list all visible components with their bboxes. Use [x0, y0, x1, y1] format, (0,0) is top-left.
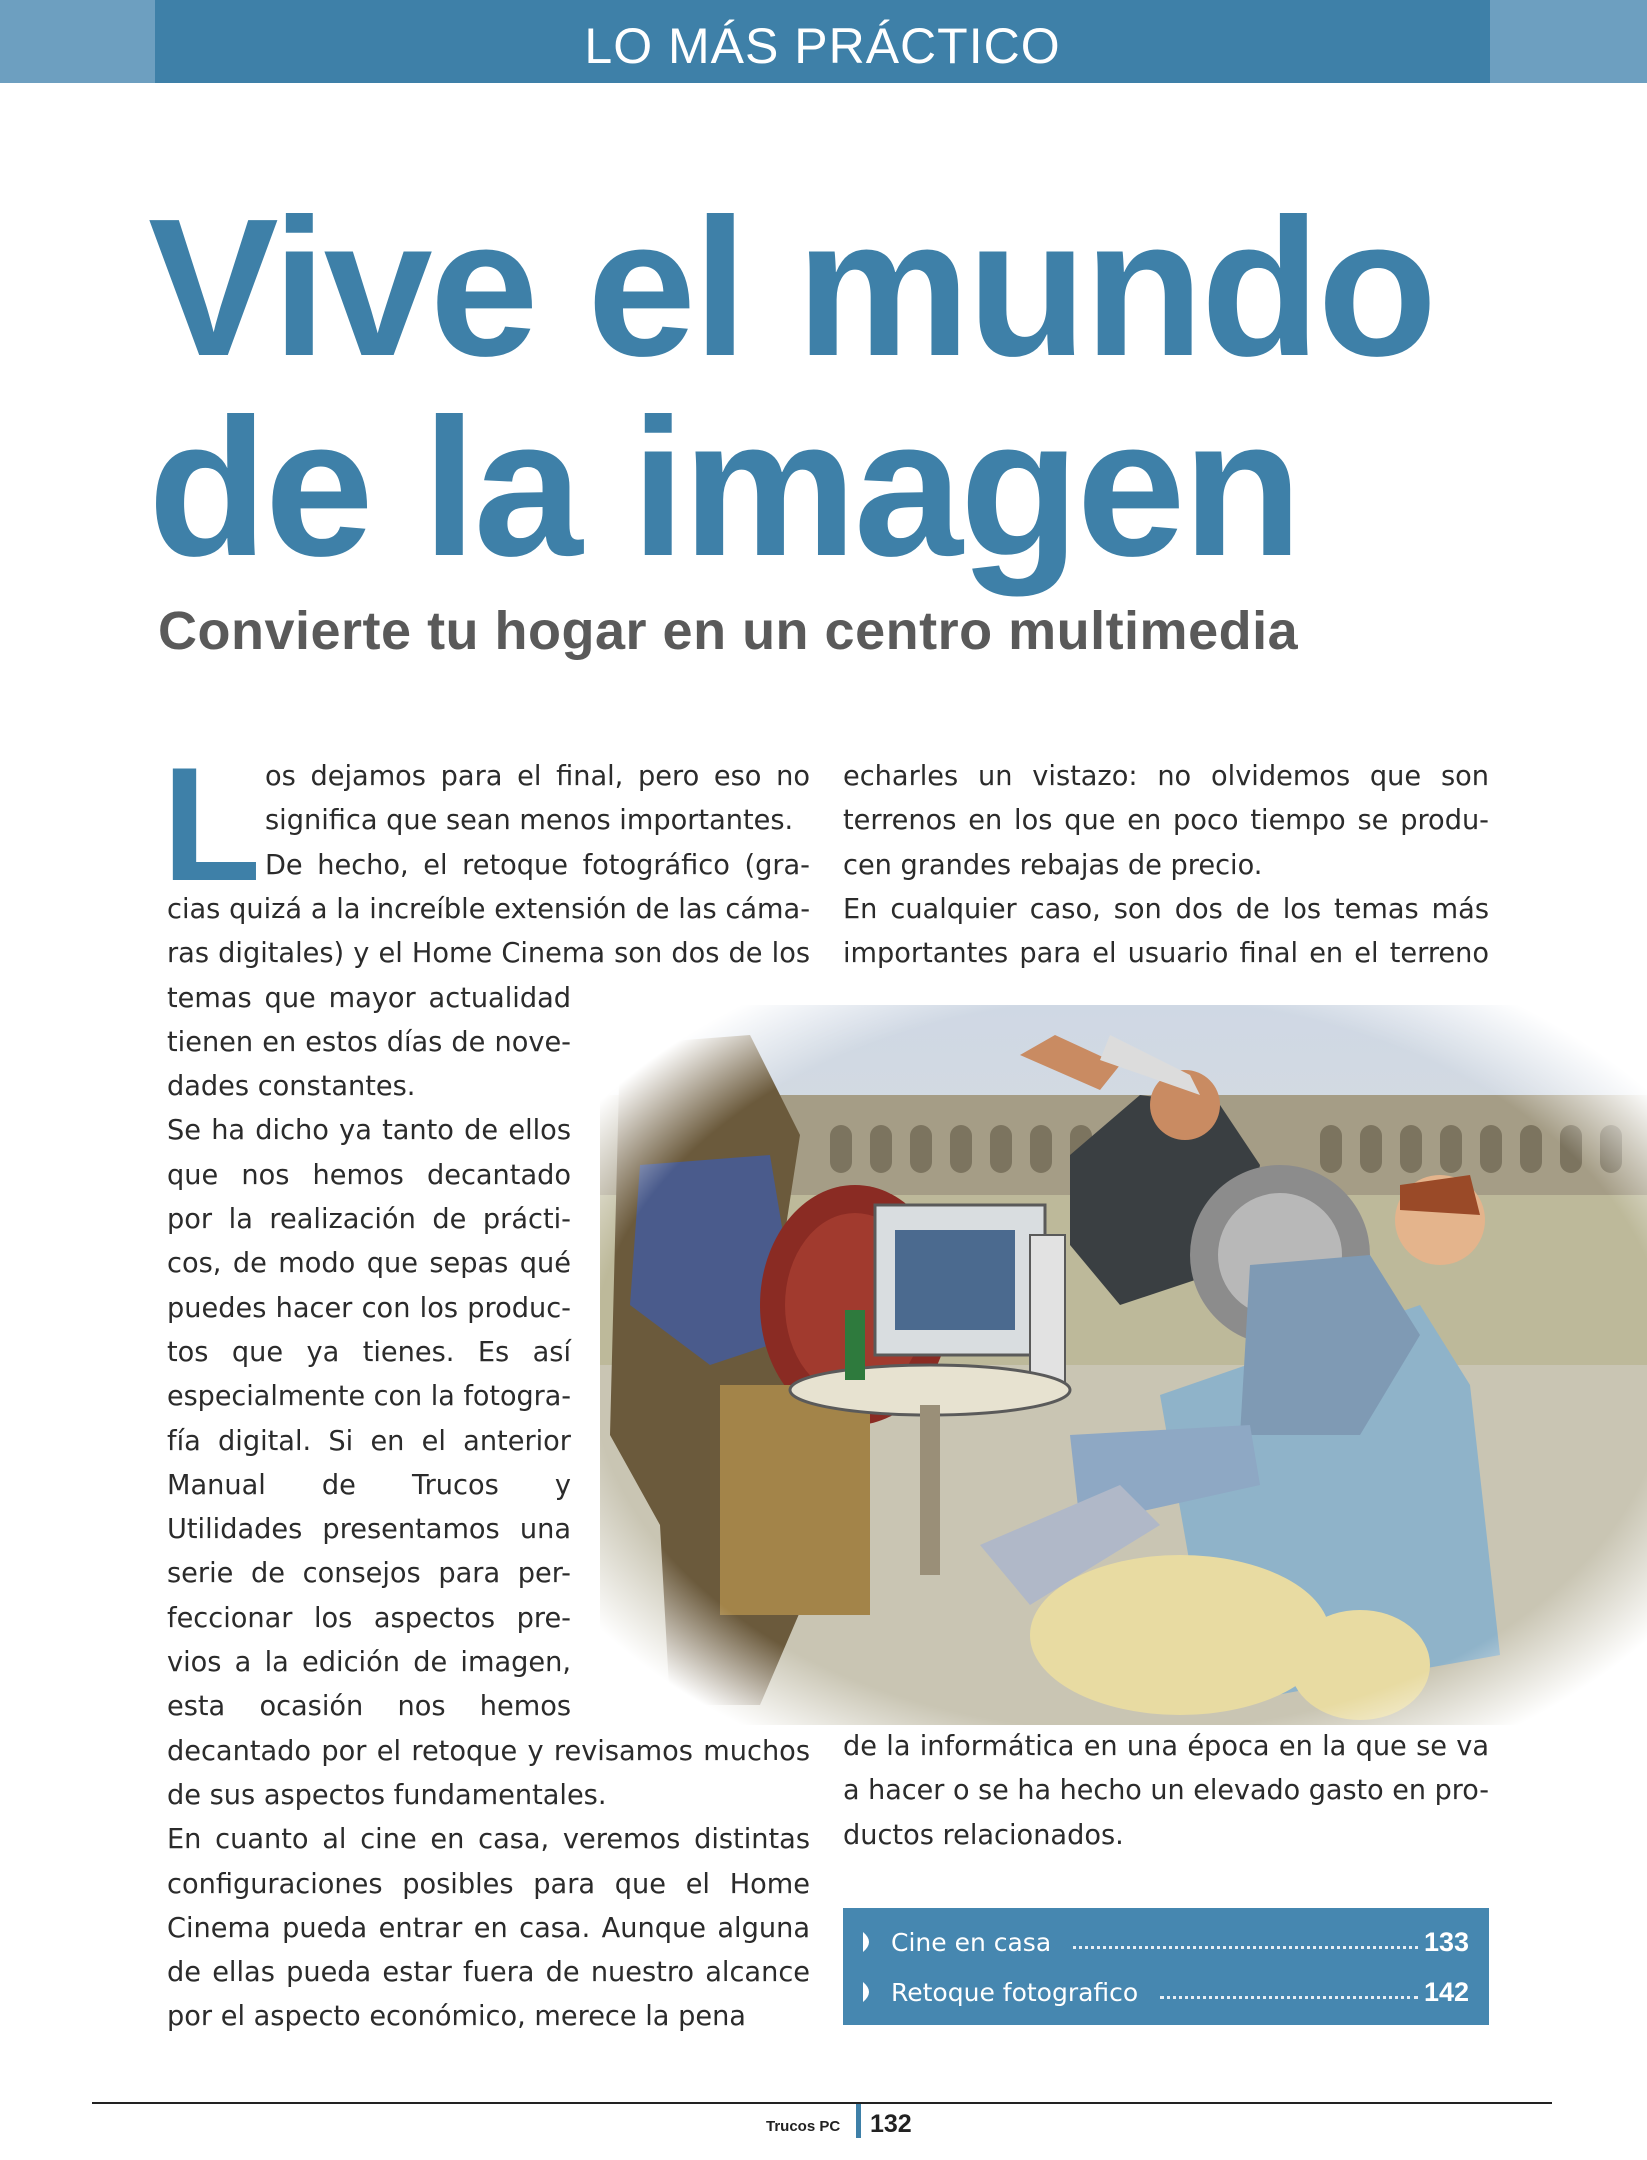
- body-text-line: [265, 844, 810, 888]
- body-text-line: [167, 1154, 571, 1198]
- body-text-line: [167, 1242, 571, 1286]
- body-text: temas que mayor actualidad: [167, 982, 571, 1014]
- toc-item[interactable]: [863, 1972, 1469, 2012]
- body-text-line: [167, 932, 810, 976]
- body-text-line: [167, 1907, 810, 1951]
- body-text-line: [167, 1685, 571, 1729]
- body-text: por el aspecto económico, merece la pena: [167, 2001, 746, 2033]
- body-text-line: [167, 1597, 571, 1641]
- body-text-line: [843, 1769, 1489, 1813]
- banner-left-block: [0, 0, 155, 83]
- body-text-line: [167, 1109, 571, 1153]
- body-text: Cinema pueda entrar en casa. Aunque alguna: [167, 1912, 810, 1944]
- toc-item-label: Cine en casa: [891, 1927, 1052, 1957]
- body-text: importantes para el usuario final en el terreno: [843, 938, 1489, 970]
- body-text-line: [167, 1198, 571, 1242]
- toc-item-page: 133: [1423, 1926, 1469, 1957]
- body-text: que nos hemos decantado: [167, 1159, 571, 1191]
- body-text: significa que sean menos importantes.: [265, 805, 794, 837]
- body-text-line: [167, 1065, 571, 1109]
- body-text: dades constantes.: [167, 1071, 416, 1103]
- body-text: vios a la edición de imagen,: [167, 1647, 571, 1678]
- body-text: tienen en estos días de nove-: [167, 1026, 571, 1058]
- body-text-line: [265, 799, 810, 843]
- body-text: De hecho, el retoque fotográfico (gra-: [265, 849, 810, 881]
- drop-cap: L: [162, 734, 261, 915]
- body-text: especialmente con la fotogra-: [167, 1381, 571, 1413]
- body-text-line: [167, 1730, 810, 1774]
- body-text-line: [167, 1552, 571, 1596]
- body-text-line: [167, 1995, 810, 2039]
- title-line-2: de la imagen: [148, 378, 1300, 597]
- footer-rule: [92, 2102, 1552, 2104]
- toc-item-label: Retoque fotografico: [891, 1977, 1139, 2007]
- body-text: puedes hacer con los produc-: [167, 1292, 571, 1324]
- body-text-line: [843, 1814, 1489, 1858]
- body-text: a hacer o se ha hecho un elevado gasto en pro-: [843, 1775, 1489, 1807]
- body-text-line: [167, 1420, 571, 1464]
- body-text: cias quizá a la increíble extensión de las cáma-: [167, 893, 810, 925]
- bullet-arrow-icon: [863, 1932, 875, 1952]
- body-text-line: [167, 1863, 810, 1907]
- body-text: serie de consejos para per-: [167, 1558, 571, 1590]
- footer-page-number: 132: [870, 2110, 912, 2138]
- body-text-line: [167, 977, 571, 1021]
- body-text-line: [843, 755, 1489, 799]
- body-text: configuraciones posibles para que el Home: [167, 1868, 810, 1900]
- body-text: os dejamos para el final, pero eso no: [265, 761, 810, 792]
- footer-magazine-name: Trucos PC: [766, 2118, 841, 2135]
- body-text-line: [167, 1774, 810, 1818]
- body-text-line: [167, 1508, 571, 1552]
- body-text-line: [843, 932, 1489, 976]
- body-text: En cuanto al cine en casa, veremos distintas: [167, 1824, 810, 1856]
- body-text-line: [167, 1287, 571, 1331]
- body-text-line: [167, 1464, 571, 1508]
- body-text: de la informática en una época en la que se va: [843, 1731, 1489, 1762]
- body-text: terrenos en los que en poco tiempo se produ-: [843, 805, 1489, 837]
- body-text: ras digitales) y el Home Cinema son dos de los: [167, 938, 810, 970]
- body-text-line: [167, 1331, 571, 1375]
- body-text: fía digital. Si en el anterior: [167, 1425, 571, 1457]
- body-text: de ellas pueda estar fuera de nuestro alcance: [167, 1957, 810, 1989]
- body-text-line: [167, 1818, 810, 1862]
- body-text: feccionar los aspectos pre-: [167, 1602, 571, 1634]
- body-text-line: [167, 1021, 571, 1065]
- body-text: ductos relacionados.: [843, 1819, 1124, 1851]
- toc-leader-dots: [1073, 1936, 1418, 1949]
- body-text: por la realización de prácti-: [167, 1204, 571, 1235]
- body-text: decantado por el retoque y revisamos muchos: [167, 1735, 810, 1767]
- body-text: En cualquier caso, son dos de los temas más: [843, 893, 1489, 925]
- body-text-line: [843, 888, 1489, 932]
- bullet-arrow-icon: [863, 1982, 875, 2002]
- body-text-line: [265, 755, 810, 799]
- body-text: tos que ya tienes. Es así: [167, 1336, 571, 1368]
- body-text-line: [167, 888, 810, 932]
- toc-box: [843, 1908, 1489, 2025]
- banner-right-block: [1490, 0, 1647, 83]
- toc-leader-dots: [1160, 1986, 1418, 1999]
- body-text: cos, de modo que sepas qué: [167, 1248, 571, 1280]
- title-line-1: Vive el mundo: [148, 178, 1435, 397]
- section-banner: [155, 0, 1490, 83]
- body-text-line: [167, 1375, 571, 1419]
- body-text: de sus aspectos fundamentales.: [167, 1779, 607, 1811]
- body-text-line: [843, 1725, 1489, 1769]
- body-text: Utilidades presentamos una: [167, 1514, 571, 1546]
- toc-item-page: 142: [1423, 1976, 1469, 2007]
- body-text-line: [843, 844, 1489, 888]
- body-text-line: [843, 799, 1489, 843]
- body-text: cen grandes rebajas de precio.: [843, 849, 1263, 881]
- body-text-line: [167, 1951, 810, 1995]
- toc-item[interactable]: [863, 1922, 1469, 1962]
- body-text: Se ha dicho ya tanto de ellos: [167, 1115, 571, 1147]
- section-label: LO MÁS PRÁCTICO: [584, 17, 1061, 74]
- home-cinema-illustration: [600, 1005, 1647, 1725]
- body-text-line: [167, 1641, 571, 1685]
- article-title: [148, 178, 1568, 597]
- body-text: esta ocasión nos hemos: [167, 1691, 571, 1723]
- footer-accent-bar: [856, 2104, 861, 2138]
- article-subtitle: Convierte tu hogar en un centro multimedia: [158, 601, 1299, 661]
- body-text: Manual de Trucos y: [167, 1469, 571, 1501]
- body-text: echarles un vistazo: no olvidemos que son: [843, 761, 1489, 792]
